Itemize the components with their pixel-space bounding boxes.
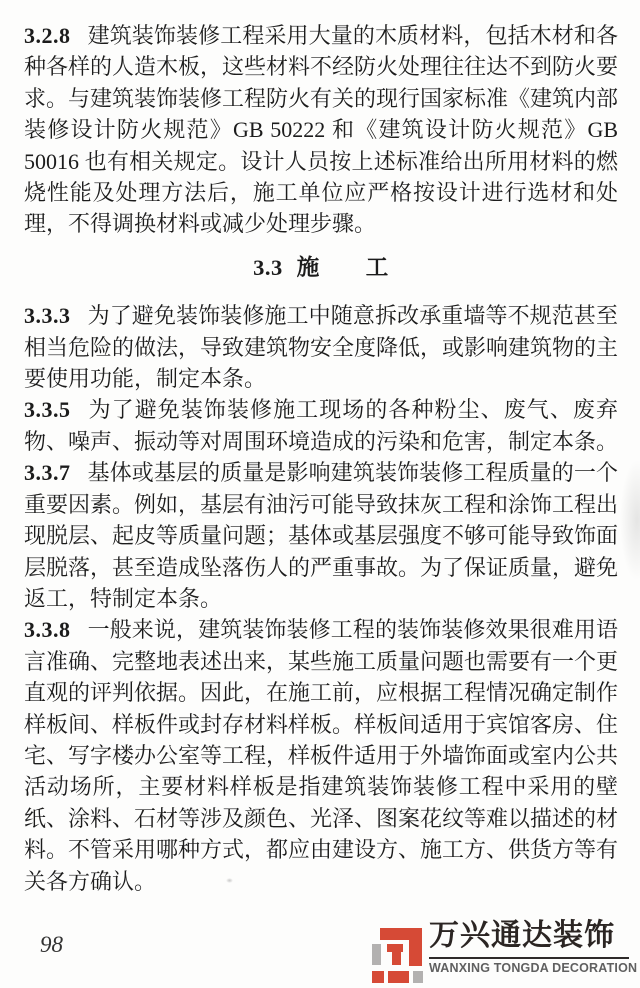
logo-english-name: WANXING TONGDA DECORATION (429, 960, 638, 975)
clause-text: 建筑装饰装修工程采用大量的木质材料，包括木材和各种各样的人造木板，这些材料不经防火处理往往达不到防火要求。与建筑装饰装修工程防火有关的现行国家标准《建筑内部装修设计防火规范》GB 50222 和《建筑设计防火规范》GB 50016 也有相关规定。设计人员按上述标准给出所用材料的燃烧性能及处理方法后，施工单位应严格按设计进行选材和处理，不得调换材料或减少处理步骤。 (24, 23, 619, 237)
section-heading (24, 252, 618, 283)
logo-divider (429, 957, 629, 959)
wanxing-tongda-logo (370, 919, 638, 983)
logo-chinese-name: 万兴通达装饰 (429, 919, 615, 952)
clause-3-2-8 (24, 20, 618, 240)
document-body (24, 20, 618, 897)
clause-number: 3.3.3 (24, 303, 71, 329)
clause-text: 一般来说，建筑装饰装修工程的装饰装修效果很难用语言准确、完整地表述出来，某些施工质量问题也需要有一个更直观的评判依据。因此，在施工前，应根据工程情况确定制作样板间、样板件或封存材料样板。样板间适用于宾馆客房、住宅、写字楼办公室等工程，样板件适用于外墙饰面或室内公共活动场所，主要材料样板是指建筑装饰装修工程中采用的壁纸、涂料、石材等涉及颜色、光泽、图案花纹等难以描述的材料。不管采用哪种方式，都应由建设方、施工方、供货方等有关各方确认。 (24, 617, 619, 894)
logo-block (392, 944, 401, 965)
section-heading-number: 3.3 (253, 254, 283, 280)
logo-block (372, 971, 384, 983)
logo-block (388, 971, 409, 983)
logo-text (429, 919, 638, 975)
clause-3-3-8 (24, 614, 618, 897)
clause-number: 3.3.5 (24, 397, 71, 423)
logo-block (413, 971, 423, 983)
page-number: 98 (40, 932, 63, 957)
wanxing-logo-mark-icon (370, 925, 422, 983)
logo-block (409, 928, 422, 966)
logo-block (372, 944, 381, 965)
clause-number: 3.3.8 (24, 617, 71, 643)
section-heading-title: 施 工 (296, 254, 389, 280)
clause-3-3-7 (24, 457, 618, 614)
clause-number: 3.3.7 (24, 460, 71, 486)
clause-number: 3.2.8 (24, 23, 71, 48)
clause-3-3-5 (24, 394, 618, 457)
clause-text: 为了避免装饰装修施工中随意拆改承重墙等不规范甚至相当危险的做法，导致建筑物安全度降低，或影响建筑物的主要使用功能，制定本条。 (24, 303, 619, 392)
clause-text: 基体或基层的质量是影响建筑装饰装修工程质量的一个重要因素。例如，基层有油污可能导致抹灰工程和涂饰工程出现脱层、起皮等质量问题；基体或基层强度不够可能导致饰面层脱落，甚至造成坠落伤人的严重事故。为了保证质量，避免返工，特制定本条。 (24, 460, 619, 611)
clause-text: 为了避免装饰装修施工现场的各种粉尘、废气、废弃物、噪声、振动等对周围环境造成的污染和危害，制定本条。 (24, 397, 619, 454)
clause-3-3-3 (24, 300, 618, 394)
scan-smudge (620, 460, 640, 580)
